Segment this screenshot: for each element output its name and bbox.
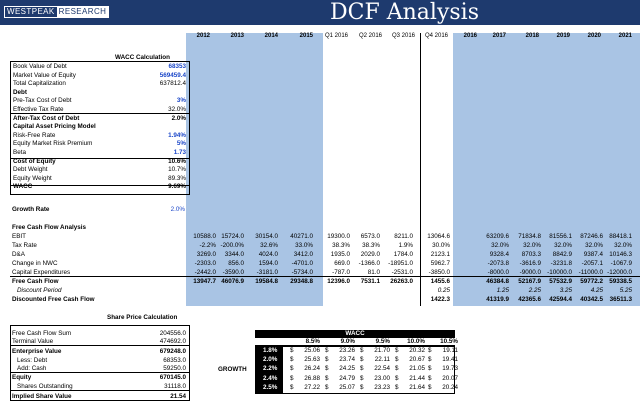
fcf-hist-cell: -3590.0 — [222, 269, 244, 276]
quarter-q2: Q2 2016 — [358, 33, 382, 39]
sensitivity-value: 22.11 — [374, 356, 390, 364]
quarter-q4: Q4 2016 — [424, 33, 448, 39]
fcf-quarter-cell: 2123.1 — [430, 251, 450, 258]
fcf-proj-cell: 46384.8 — [486, 278, 509, 285]
wacc-row-label: Debt — [13, 88, 27, 96]
fcf-proj-cell: 32.0% — [585, 242, 603, 249]
fcf-hist-cell: -2.2% — [199, 242, 216, 249]
sensitivity-value: 21.70 — [374, 347, 390, 354]
share-price-title: Share Price Calculation — [107, 314, 178, 321]
wacc-row-label: Book Value of Debt — [13, 63, 67, 70]
sensitivity-value: 23.26 — [339, 347, 355, 354]
wacc-row-value[interactable]: 68353 — [168, 63, 186, 70]
sensitivity-value: 25.06 — [304, 347, 320, 354]
fcf-proj-cell: -3231.8 — [550, 260, 572, 267]
currency-symbol: $ — [428, 365, 432, 373]
share-row-label: Terminal Value — [12, 338, 54, 345]
fcf-proj-cell — [455, 278, 482, 286]
currency-symbol: $ — [428, 347, 432, 354]
fcf-row-label: Capital Expenditures — [12, 269, 71, 276]
sensitivity-value: 20.67 — [409, 356, 425, 364]
sensitivity-value: 27.22 — [304, 383, 320, 391]
wacc-row-value — [140, 89, 186, 97]
year-2017: 2017 — [492, 33, 506, 39]
share-row-value: 68353.0 — [163, 357, 186, 364]
wacc-row-label: WACC — [13, 183, 33, 191]
fcf-quarter-cell — [383, 287, 413, 295]
fcf-quarter-cell: 669.0 — [334, 260, 350, 267]
wacc-row-label: Debt Weight — [13, 166, 48, 174]
share-row-label: Shares Outstanding — [17, 383, 73, 390]
fcf-proj-cell: -2073.8 — [487, 260, 509, 267]
fcf-proj-cell: 52167.9 — [518, 278, 541, 285]
currency-symbol: $ — [395, 383, 399, 391]
fcf-quarter-cell: -1366.0 — [358, 260, 380, 267]
wacc-row-value: 89.3% — [168, 174, 186, 182]
currency-symbol: $ — [360, 365, 364, 373]
sensitivity-wacc-values — [255, 338, 458, 346]
fcf-proj-cell: 59338.5 — [609, 278, 632, 285]
sensitivity-value: 25.63 — [304, 356, 320, 364]
currency-symbol: $ — [360, 374, 364, 382]
fcf-quarter-cell: 81.0 — [367, 269, 380, 276]
wacc-row-value: 10.6% — [168, 157, 186, 165]
fcf-row-label: Change in NWC — [12, 260, 58, 267]
fcf-hist-cell: -5734.0 — [291, 269, 313, 276]
wacc-row-label: Beta — [13, 149, 26, 156]
currency-symbol: $ — [395, 356, 399, 364]
fcf-proj-cell: 40342.5 — [580, 296, 603, 303]
currency-symbol: $ — [428, 374, 432, 382]
currency-symbol: $ — [395, 374, 399, 382]
period-header-row — [0, 33, 640, 42]
fcf-row-label: Discount Period — [17, 287, 62, 294]
fcf-proj-cell: 57532.9 — [549, 278, 572, 285]
fcf-hist-cell: 3269.0 — [196, 251, 216, 258]
currency-symbol: $ — [290, 383, 294, 391]
fcf-quarter-cell: -787.0 — [332, 269, 350, 276]
growth-rate-label: Growth Rate — [12, 206, 50, 213]
growth-option: 2.4% — [263, 374, 278, 382]
sensitivity-value: 21.05 — [409, 365, 425, 373]
logo-part1: WESTPEAK — [7, 7, 55, 16]
fcf-title: Free Cash Flow Analysis — [12, 224, 86, 231]
share-row-label: Enterprise Value — [12, 348, 62, 355]
currency-symbol: $ — [428, 356, 432, 364]
fcf-hist-cell — [186, 287, 216, 295]
wacc-row-value: 2.0% — [171, 114, 186, 122]
fcf-proj-cell: 32.0% — [614, 242, 632, 249]
sensitivity-value: 26.88 — [304, 374, 320, 382]
fcf-hist-cell: 33.0% — [295, 242, 313, 249]
share-row-value: 474692.0 — [159, 338, 186, 345]
sensitivity-value: 19.41 — [442, 356, 458, 364]
share-row-value: 31118.0 — [164, 383, 186, 390]
wacc-row-value: 10.7% — [168, 166, 186, 174]
currency-symbol: $ — [325, 383, 329, 391]
quarter-q1: Q1 2016 — [324, 33, 348, 39]
fcf-proj-cell: 4.25 — [590, 287, 603, 294]
fcf-row-label: D&A — [12, 251, 25, 258]
fcf-hist-cell — [248, 287, 278, 295]
sensitivity-wacc-header: WACC — [255, 330, 455, 338]
wacc-row-value[interactable]: 5% — [176, 140, 186, 148]
wacc-row-label: Effective Tax Rate — [13, 106, 64, 113]
wacc-row-label: Pre-Tax Cost of Debt — [13, 97, 72, 105]
year-2021: 2021 — [618, 33, 632, 39]
fcf-quarter-cell: 7531.1 — [360, 278, 380, 285]
sensitivity-value: 22.54 — [374, 365, 390, 373]
logo-part2: RESEARCH — [58, 7, 107, 16]
sensitivity-value: 19.73 — [442, 365, 458, 373]
fcf-hist-cell: -4701.0 — [291, 260, 313, 267]
wacc-option: 10.0% — [407, 338, 425, 345]
wacc-row-value: 9.69% — [168, 183, 186, 191]
company-logo — [4, 6, 109, 18]
fcf-quarter-cell — [350, 296, 380, 304]
sensitivity-value: 24.25 — [339, 365, 355, 373]
fcf-quarter-cell: 2029.0 — [360, 251, 380, 258]
fcf-proj-cell: 42365.6 — [518, 296, 541, 303]
wacc-row-label: Equity Market Risk Premium — [13, 140, 93, 148]
page-title: DCF Analysis — [330, 0, 479, 25]
fcf-quarter-cell: 38.3% — [332, 242, 350, 249]
sensitivity-value: 23.00 — [374, 374, 390, 382]
fcf-hist-cell: 3412.0 — [293, 251, 313, 258]
fcf-proj-cell — [455, 296, 482, 304]
wacc-row-value[interactable]: 569459.4 — [159, 71, 186, 79]
fcf-quarter-cell — [320, 296, 350, 304]
wacc-row-label: Cost of Equity — [13, 157, 56, 165]
wacc-option: 9.0% — [340, 338, 355, 345]
fcf-quarter-cell: 19300.0 — [327, 233, 350, 240]
fcf-hist-cell: -200.0% — [220, 242, 244, 249]
currency-symbol: $ — [360, 383, 364, 391]
share-row-label: Equity — [12, 374, 32, 381]
fcf-proj-cell: 9328.4 — [489, 251, 509, 258]
fcf-hist-cell: 19584.8 — [255, 278, 278, 285]
fcf-proj-cell: -10000.0 — [547, 269, 572, 276]
fcf-row-label: Tax Rate — [12, 242, 37, 249]
wacc-calc-title: WACC Calculation — [115, 54, 170, 61]
fcf-proj-cell: 10146.3 — [609, 251, 632, 258]
fcf-quarter-cell: 12396.0 — [327, 278, 350, 285]
fcf-quarter-cell: 0.25 — [437, 287, 450, 294]
fcf-proj-cell: -8000.0 — [487, 269, 509, 276]
sensitivity-value: 20.07 — [442, 374, 458, 382]
fcf-proj-cell: 87246.6 — [580, 233, 603, 240]
fcf-hist-cell — [283, 287, 313, 295]
growth-option: 2.2% — [263, 365, 278, 373]
share-row-value: 679248.0 — [159, 348, 186, 355]
fcf-quarter-cell: 1.9% — [398, 242, 413, 249]
fcf-quarter-cell — [320, 287, 350, 295]
currency-symbol: $ — [428, 383, 432, 391]
currency-symbol: $ — [290, 347, 294, 354]
sensitivity-value: 19.11 — [442, 347, 458, 354]
fcf-quarter-cell: 8211.0 — [394, 233, 413, 240]
growth-option: 2.0% — [263, 356, 278, 364]
header-band — [0, 0, 640, 25]
sensitivity-value: 21.64 — [409, 383, 425, 391]
fcf-proj-cell: 5.25 — [619, 287, 632, 294]
wacc-row-label: Market Value of Equity — [13, 71, 76, 79]
fcf-proj-cell — [455, 233, 482, 241]
fcf-quarter-cell: 13064.6 — [427, 233, 450, 240]
fcf-proj-cell: 3.25 — [559, 287, 572, 294]
year-2014: 2014 — [264, 33, 278, 39]
fcf-hist-cell: 40271.0 — [290, 233, 313, 240]
fcf-hist-cell: -3181.0 — [256, 269, 278, 276]
year-2012: 2012 — [196, 33, 210, 39]
fcf-proj-cell: -11000.0 — [578, 269, 603, 276]
sensitivity-growth-label: GROWTH — [218, 366, 247, 373]
fcf-hist-cell: 30154.0 — [255, 233, 278, 240]
fcf-quarter-cell: 6573.0 — [360, 233, 380, 240]
year-2015: 2015 — [299, 33, 313, 39]
wacc-row-label: Risk-Free Rate — [13, 131, 56, 139]
fcf-hist-cell: 15724.0 — [221, 233, 244, 240]
year-2013: 2013 — [230, 33, 244, 39]
fcf-hist-cell: 4024.0 — [258, 251, 278, 258]
fcf-quarter-cell: 26263.0 — [390, 278, 413, 285]
share-row-value: 21.54 — [170, 393, 186, 400]
share-row-label: Free Cash Flow Sum — [12, 330, 72, 337]
share-row-label: Implied Share Value — [12, 393, 72, 400]
fcf-proj-cell: 41319.9 — [486, 296, 509, 303]
currency-symbol: $ — [395, 365, 399, 373]
fcf-hist-cell: 10588.0 — [193, 233, 216, 240]
wacc-row-label: Equity Weight — [13, 174, 52, 182]
fcf-proj-cell: 32.0% — [523, 242, 541, 249]
fcf-quarter-cell: -3850.0 — [428, 269, 450, 276]
currency-symbol: $ — [290, 356, 294, 364]
fcf-proj-cell: 32.0% — [491, 242, 509, 249]
fcf-proj-cell: 42594.4 — [549, 296, 572, 303]
sensitivity-value: 26.24 — [304, 365, 320, 373]
fcf-quarter-cell: -2531.0 — [391, 269, 413, 276]
currency-symbol: $ — [360, 347, 364, 354]
fcf-proj-cell — [455, 251, 482, 259]
fcf-proj-cell: 71834.8 — [518, 233, 541, 240]
fcf-quarter-cell: 1784.0 — [393, 251, 413, 258]
growth-option: 1.8% — [263, 347, 278, 354]
currency-symbol: $ — [290, 374, 294, 382]
sensitivity-value: 20.32 — [409, 347, 425, 354]
fcf-proj-cell — [455, 287, 482, 295]
fcf-row-label: Free Cash Flow — [12, 278, 59, 285]
sensitivity-value: 23.74 — [339, 356, 355, 364]
fcf-proj-cell: 81556.1 — [549, 233, 572, 240]
share-row-label: Add: Cash — [17, 365, 47, 372]
fcf-quarter-cell: 1455.6 — [430, 278, 450, 285]
sensitivity-value: 21.44 — [409, 374, 425, 382]
fcf-hist-cell: 29348.8 — [290, 278, 313, 285]
fcf-hist-cell: 46076.9 — [221, 278, 244, 285]
year-2020: 2020 — [587, 33, 601, 39]
fcf-proj-cell: 8842.9 — [552, 251, 572, 258]
wacc-row-value[interactable]: 1.73 — [173, 149, 186, 156]
wacc-row-value — [140, 123, 186, 131]
fcf-proj-cell: 2.25 — [528, 287, 541, 294]
fcf-proj-cell: -1067.9 — [610, 260, 632, 267]
fcf-proj-cell — [455, 260, 482, 268]
sensitivity-value: 25.07 — [339, 383, 355, 391]
fcf-row-label: EBIT — [12, 233, 26, 240]
sensitivity-value: 24.79 — [339, 374, 355, 382]
fcf-proj-cell — [455, 242, 482, 250]
wacc-row-label: Capital Asset Pricing Model — [13, 123, 96, 131]
fcf-hist-cell: 32.6% — [260, 242, 278, 249]
wacc-row-value: 32.0% — [168, 106, 186, 113]
sensitivity-value: 20.24 — [442, 383, 458, 391]
wacc-row-value: 637812.4 — [159, 80, 186, 88]
growth-option: 2.5% — [263, 383, 278, 391]
fcf-proj-cell: -9000.0 — [519, 269, 541, 276]
fcf-quarter-cell: 1422.3 — [430, 296, 450, 303]
fcf-proj-cell: 59772.2 — [580, 278, 603, 285]
wacc-row-label: After-Tax Cost of Debt — [13, 114, 80, 122]
fcf-row-label: Discounted Free Cash Flow — [12, 296, 95, 303]
currency-symbol: $ — [395, 347, 399, 354]
fcf-hist-cell: 1594.0 — [258, 260, 278, 267]
currency-symbol: $ — [325, 365, 329, 373]
sensitivity-value: 23.23 — [374, 383, 390, 391]
fcf-hist-cell: -2442.0 — [194, 269, 216, 276]
fcf-hist-cell — [283, 296, 313, 304]
fcf-proj-cell: 63209.6 — [486, 233, 509, 240]
fcf-hist-cell: 3344.0 — [224, 251, 244, 258]
share-row-label: Less: Debt — [17, 357, 48, 364]
wacc-option: 10.5% — [440, 338, 458, 345]
fcf-total-line — [10, 276, 640, 277]
share-row-value: 59250.0 — [163, 365, 186, 372]
growth-rate-value[interactable]: 2.0% — [170, 206, 185, 213]
fcf-proj-cell: -3616.9 — [519, 260, 541, 267]
currency-symbol: $ — [325, 347, 329, 354]
quarter-q3: Q3 2016 — [391, 33, 415, 39]
fcf-hist-cell: 856.0 — [228, 260, 244, 267]
fcf-proj-cell: 8703.3 — [521, 251, 541, 258]
fcf-quarter-cell — [350, 287, 380, 295]
year-2019: 2019 — [556, 33, 570, 39]
currency-symbol: $ — [325, 374, 329, 382]
wacc-option: 9.5% — [375, 338, 390, 345]
fcf-proj-cell: 36511.3 — [609, 296, 632, 303]
year-2016: 2016 — [463, 33, 477, 39]
fcf-hist-cell: 13947.7 — [193, 278, 216, 285]
fcf-proj-cell: 88418.1 — [609, 233, 632, 240]
fcf-proj-cell: -2057.1 — [581, 260, 603, 267]
currency-symbol: $ — [290, 365, 294, 373]
share-row-value: 670145.0 — [159, 374, 186, 381]
wacc-row-value[interactable]: 3% — [176, 97, 186, 105]
fcf-hist-cell: -2303.0 — [194, 260, 216, 267]
fcf-quarter-cell: 30.0% — [432, 242, 450, 249]
fcf-hist-cell — [248, 296, 278, 304]
currency-symbol: $ — [360, 356, 364, 364]
fcf-proj-cell: 32.0% — [554, 242, 572, 249]
fcf-quarter-cell — [383, 296, 413, 304]
wacc-option: 8.5% — [305, 338, 320, 345]
fcf-proj-cell: -12000.0 — [607, 269, 632, 276]
fcf-hist-cell — [186, 296, 216, 304]
fcf-quarter-cell: 1935.0 — [330, 251, 350, 258]
share-row-value: 204556.0 — [159, 330, 186, 337]
fcf-hist-cell — [214, 296, 244, 304]
fcf-hist-cell — [214, 287, 244, 295]
fcf-quarter-cell: -18951.0 — [388, 260, 413, 267]
currency-symbol: $ — [325, 356, 329, 364]
fcf-quarter-cell: 5962.7 — [430, 260, 450, 267]
wacc-row-value[interactable]: 1.94% — [168, 131, 186, 139]
fcf-quarter-cell: 38.3% — [362, 242, 380, 249]
fcf-proj-cell: 1.25 — [496, 287, 509, 294]
wacc-row-label: Total Capitalization — [13, 80, 66, 88]
fcf-proj-cell: 9387.4 — [583, 251, 603, 258]
year-2018: 2018 — [525, 33, 539, 39]
